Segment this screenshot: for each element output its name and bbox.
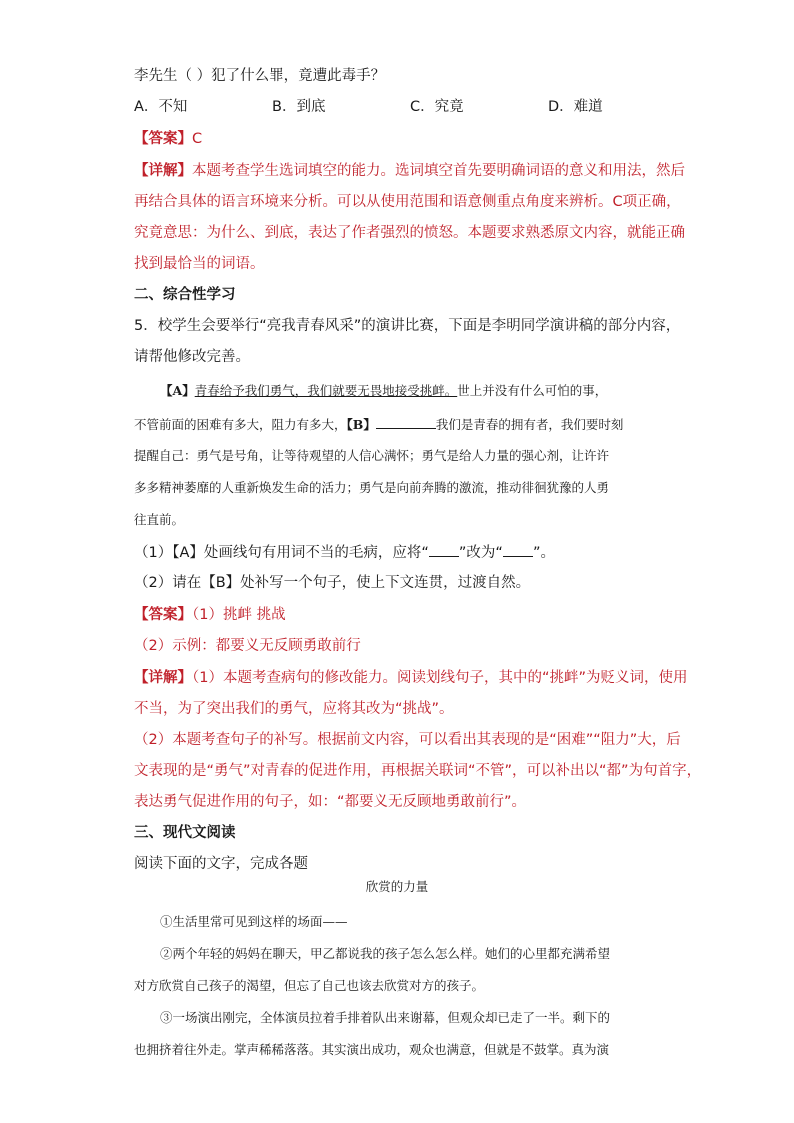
q5-answer-line: （2）示例：都要义无反顾勇敢前行 — [134, 638, 361, 654]
q5-answer: 【答案】（1）挑衅 挑战 — [134, 607, 286, 623]
section-heading: 三、现代文阅读 — [134, 825, 236, 841]
q5-stem-line: 请帮他修改完善。 — [134, 349, 250, 365]
answer-tag: 【答案】 — [134, 131, 192, 147]
q5-detail-line: 【详解】（1）本题考查病句的修改能力。阅读划线句子，其中的“挑衅”为贬义词，使用 — [134, 670, 688, 686]
passage-line: 不管前面的困难有多大，阻力有多大，【B】 我们是青春的拥有者，我们要时刻 — [134, 414, 623, 435]
q4-options — [134, 97, 654, 117]
article-paragraph: 对方欣赏自己孩子的渴望，但忘了自己也该去欣赏对方的孩子。 — [134, 978, 485, 993]
article-title: 欣赏的力量 — [365, 879, 429, 894]
passage-blank — [376, 414, 436, 429]
option-a: A．不知 — [134, 99, 188, 115]
q5-detail-line: 不当，为了突出我们的勇气，应将其改为“挑战”。 — [134, 701, 454, 717]
sub-question-1: （1）【A】处画线句有用词不当的毛病，应将“ ”改为“ ”。 — [134, 542, 555, 563]
detail-tag: 【详解】 — [134, 163, 192, 179]
passage-a-tag: 【A】 — [160, 383, 195, 398]
sub-question-2: （2）请在【B】处补写一个句子，使上下文连贯，过渡自然。 — [134, 575, 531, 591]
passage-line: 【A】青春给予我们勇气，我们就要无畏地接受挑衅。世上并没有什么可怕的事， — [160, 383, 608, 398]
answer-value: C — [192, 131, 203, 147]
q4-answer — [134, 129, 202, 149]
answer-blank — [429, 542, 459, 557]
article-paragraph: 也拥挤着往外走。掌声稀稀落落。其实演出成功，观众也满意，但就是不鼓掌。真为演 — [134, 1042, 610, 1057]
q5-detail-line: 表达勇气促进作用的句子，如：“都要义无反顾地勇敢前行”。 — [134, 794, 527, 810]
article-paragraph: ②两个年轻的妈妈在聊天，甲乙都说我的孩子怎么怎么样。她们的心里都充满希望 — [160, 946, 611, 961]
section-heading: 二、综合性学习 — [134, 287, 236, 303]
q4-detail-line: 【详解】本题考查学生选词填空的能力。选词填空首先要明确词语的意义和用法，然后 — [134, 163, 685, 179]
option-b: B．到底 — [272, 99, 326, 115]
q5-detail-line: 文表现的是“勇气”对青春的促进作用，再根据关联词“不管”，可以补出以“都”为句首字， — [134, 763, 702, 779]
passage-line: 提醒自己：勇气是号角，让等待观望的人信心满怀；勇气是给人力量的强心剂，让许许 — [134, 448, 610, 463]
option-c: C．究竟 — [410, 99, 464, 115]
q4-detail-line: 再结合具体的语言环境来分析。可以从使用范围和语意侧重点角度来辨析。C项正确， — [134, 194, 681, 210]
article-paragraph: ①生活里常可见到这样的场面—— — [160, 914, 348, 929]
option-d: D．难道 — [548, 99, 603, 115]
q4-detail-line: 找到最恰当的词语。 — [134, 256, 265, 272]
reading-intro: 阅读下面的文字，完成各题 — [134, 856, 308, 872]
q5-stem-line: 5．校学生会要举行“亮我青春风采”的演讲比赛，下面是李明同学演讲稿的部分内容， — [134, 318, 681, 334]
passage-line: 多多精神萎靡的人重新焕发生命的活力；勇气是向前奔腾的激流，推动徘徊犹豫的人勇 — [134, 480, 610, 495]
q4-detail-line: 究竟意思：为什么、到底，表达了作者强烈的愤怒。本题要求熟悉原文内容，就能正确 — [134, 225, 685, 241]
detail-tag: 【详解】 — [134, 670, 192, 686]
q4-stem: 李先生（ ）犯了什么罪，竟遭此毒手？ — [134, 68, 386, 84]
passage-b-tag: 【B】 — [346, 417, 376, 432]
answer-tag: 【答案】 — [134, 607, 192, 623]
answer-blank — [503, 542, 533, 557]
article-paragraph: ③一场演出刚完，全体演员拉着手排着队出来谢幕，但观众却已走了一半。剩下的 — [160, 1010, 611, 1025]
passage-underlined-sentence: 青春给予我们勇气，我们就要无畏地接受挑衅。 — [194, 383, 458, 398]
q5-detail-line: （2）本题考查句子的补写。根据前文内容，可以看出其表现的是“困难”“阻力”大，后 — [134, 732, 681, 748]
passage-line: 往直前。 — [134, 512, 185, 527]
